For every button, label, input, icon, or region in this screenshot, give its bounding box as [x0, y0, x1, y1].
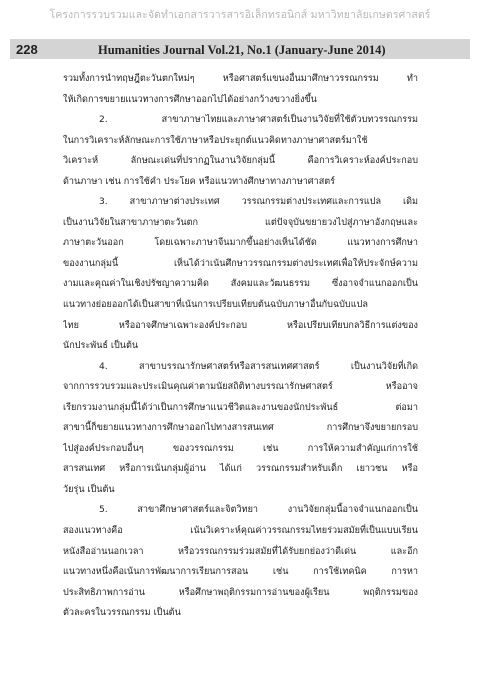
text-line: แนวทางหนึ่งคือเน้นการพัฒนาการเรียนการสอน เช่น การใช้เทคนิค การหา: [63, 567, 418, 578]
paragraph: [63, 357, 418, 501]
text-line: ในการวิเคราะห์ลักษณะการใช้ภาษาหรือประยุกต์แนวคิดทางภาษาศาสตร์มาใช้: [63, 135, 368, 146]
text-line: แนวทางย่อยออกได้เป็นสาขาที่เน้นการเปรียบเทียบต้นฉบับภาษาอื่นกับฉบับแปล: [63, 300, 368, 311]
text-line: สาขานี้ก็ขยายแนวทางการศึกษาออกไปทางสารสนเทศ การศึกษาจึงขยายกรอบ: [63, 423, 418, 434]
text-line: 2. สาขาภาษาไทยและภาษาศาสตร์เป็นงานวิจัยที่ใช้ตัวบทวรรณกรรม: [99, 115, 418, 126]
text-line: สองแนวทางคือ เน้นวิเคราะห์คุณค่าวรรณกรรมไทยร่วมสมัยที่เป็นแบบเรียน: [63, 526, 418, 537]
text-line: ให้เกิดการขยายแนวทางการศึกษาออกไปได้อย่างกว้างขวางยิ่งขึ้น: [63, 94, 317, 105]
text-line: หนังสืออ่านนอกเวลา หรือวรรณกรรมร่วมสมัยที่ได้รับยกย่องว่าดีเด่น และอีก: [63, 546, 418, 557]
text-line: นักประพันธ์ เป็นต้น: [63, 341, 139, 352]
page-number: 228: [16, 42, 38, 57]
paragraph: [63, 192, 418, 356]
watermark-text: โครงการรวบรวมและจัดทำเอกสารวารสารอิเล็กทรอนิกส์ มหาวิทยาลัยเกษตรศาสตร์: [49, 9, 431, 21]
text-line: ประสิทธิภาพการอ่าน หรือศึกษาพฤติกรรมการอ่านของผู้เรียน พฤติกรรมของ: [63, 587, 418, 598]
text-line: จากการรวบรวมและประเมินคุณค่าตามนัยสถิติทางบรรณารักษศาสตร์ หรืออาจ: [63, 382, 418, 393]
text-line: เป็นงานวิจัยในสาขาภาษาตะวันตก แต่ปัจจุบันขยายวงไปสู่ภาษาอังกฤษและ: [63, 217, 418, 228]
text-line: 5. สาขาศึกษาศาสตร์และจิตวิทยา งานวิจัยกลุ่มนี้อาจจำแนกออกเป็น: [99, 505, 418, 516]
text-line: รวมทั้งการนำทฤษฎีตะวันตกใหม่ๆ หรือศาสตร์แขนงอื่นมาศึกษาวรรณกรรม ทำ: [63, 74, 418, 84]
text-line: ตัวละครในวรรณกรรม เป็นต้น: [63, 608, 181, 619]
text-line: วัยรุ่น เป็นต้น: [63, 484, 115, 495]
journal-header: Humanities Journal Vol.21, No.1 (January-June 2014): [98, 43, 386, 57]
text-line: 4. สาขาบรรณารักษศาสตร์หรือสารสนเทศศาสตร์ เป็นงานวิจัยที่เกิด: [99, 361, 418, 372]
paragraph: [63, 500, 418, 623]
text-line: ไปสู่องค์ประกอบอื่นๆ ของวรรณกรรม เช่น การให้ความสำคัญแก่การใช้: [63, 443, 418, 454]
text-line: งามและคุณค่าในเชิงปรัชญาความคิด สังคมและวัฒนธรรม ซึ่งอาจจำแนกออกเป็น: [63, 279, 418, 290]
text-line: ด้านภาษา เช่น การใช้คำ ประโยค หรือแนวทางศึกษาทางภาษาศาสตร์: [63, 176, 336, 187]
body-text: [63, 69, 418, 624]
text-line: วิเคราะห์ ลักษณะเด่นที่ปรากฏในงานวิจัยกลุ่มนี้ คือการวิเคราะห์องค์ประกอบ: [63, 156, 418, 167]
text-line: ภาษาตะวันออก โดยเฉพาะภาษาจีนมากขึ้นอย่างเห็นได้ชัด แนวทางการศึกษา: [63, 238, 418, 249]
text-line: สารสนเทศ หรือการเน้นกลุ่มผู้อ่าน ได้แก่ วรรณกรรมสำหรับเด็ก เยาวชน หรือ: [63, 464, 418, 475]
paragraph: [63, 110, 418, 192]
text-line: ของงานกลุ่มนี้ เห็นได้ว่าเน้นศึกษาวรรณกรรมต่างประเทศเพื่อให้ประจักษ์ความ: [63, 258, 418, 269]
text-line: ไทย หรืออาจศึกษาเฉพาะองค์ประกอบ หรือเปรียบเทียบกลวิธีการแต่งของ: [63, 320, 418, 331]
paragraph: [63, 69, 418, 110]
text-line: 3. สาขาภาษาต่างประเทศ วรรณกรรมต่างประเทศและการแปล เดิม: [99, 197, 418, 208]
text-line: เรียกรวมงานกลุ่มนี้ได้ว่าเป็นการศึกษาแนวชีวิตและงานของนักประพันธ์ ต่อมา: [63, 402, 418, 413]
